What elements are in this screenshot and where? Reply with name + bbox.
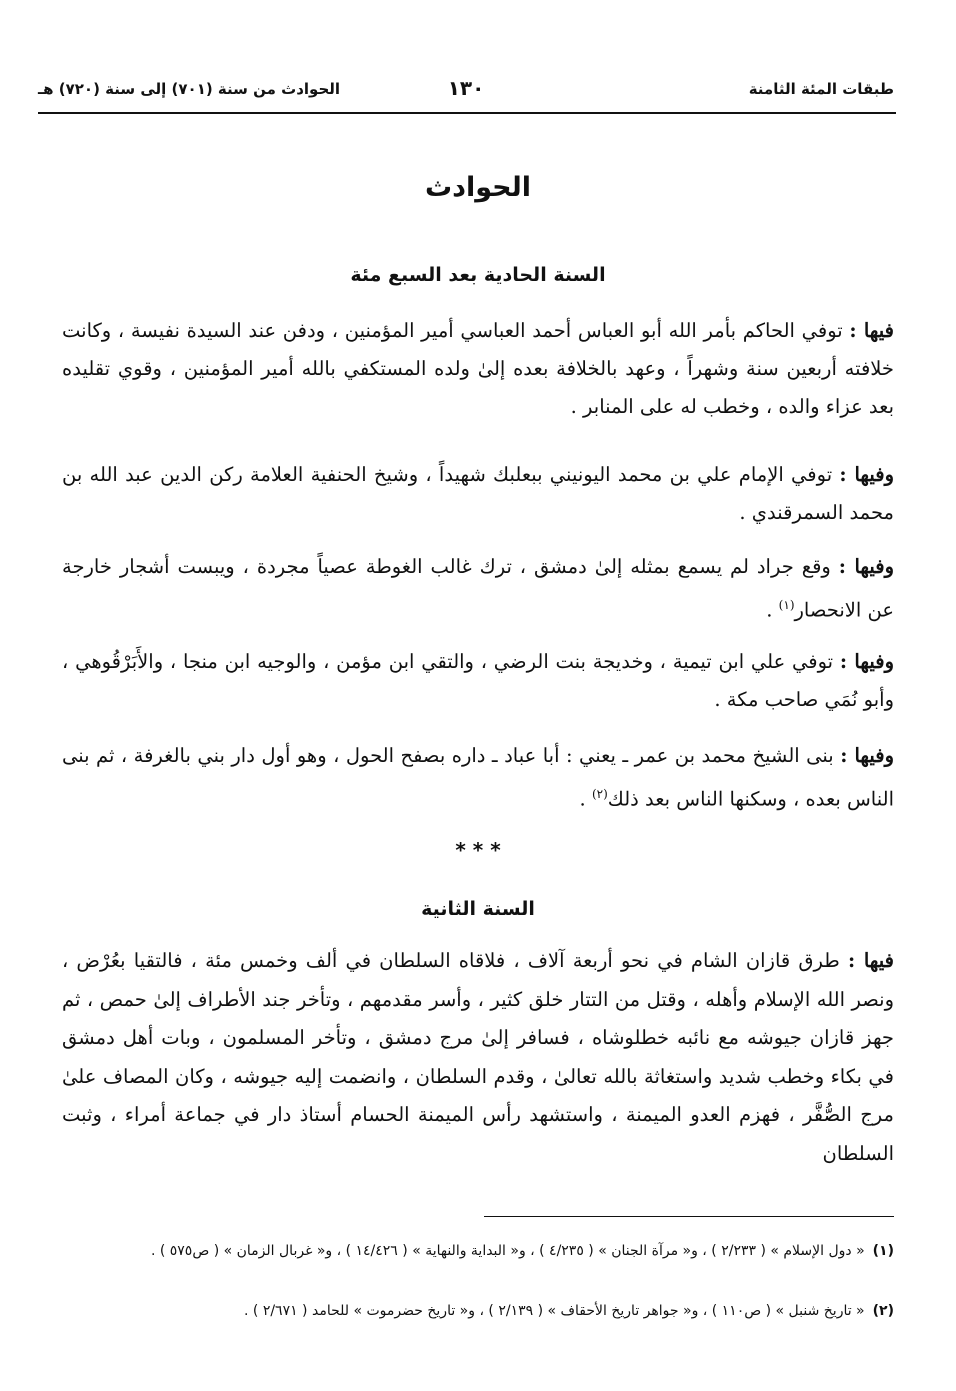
paragraph-lead: فيها : [849, 319, 894, 342]
paragraph [62, 737, 894, 819]
header-rule [38, 112, 896, 114]
paragraph-text: طرق قازان الشام في نحو أربعة آلاف ، فلاقاه السلطان في ألف وخمس مئة ، فالتقيا بعُرْض ، ونصر الله الإسلام وأهله ، وقتل من التتار خلق كثير ، وأسر مقدمهم ، وتأخر جند الأطراف إلىٰ حمص ، ثم جهز قازان جيوشه مع نائبه خطلوشاه ، فسافر إلىٰ مرج دمشق ، وتأخر المسلمون ، وبات أهل دمشق في بكاء وخطب شديد واستغاثة بالله تعالىٰ ، وقدم السلطان ، وانضمت إليه جيوشه ، وكان المصاف علىٰ مرج الصُّفَّر ، فهزم العدو الميمنة ، واستشهد رأس الميمنة الحسام أستاذ دار في جماعة أمراء ، وثبت السلطان [62, 949, 894, 1165]
paragraph [62, 643, 894, 719]
paragraph-lead: وفيها : [839, 463, 894, 486]
footnote-text: « تاريخ شنبل » ( ص١١٠ ) ، و« جواهر تاريخ الأحقاف » ( ٢/١٣٩ ) ، و« تاريخ حضرموت » للحامد ( ٢/٦٧١ ) . [244, 1303, 865, 1319]
paragraph [62, 548, 894, 630]
year-701-heading: السنة الحادية بعد السبع مئة [350, 264, 606, 286]
page-title: الحوادث [424, 172, 532, 203]
running-header [38, 78, 894, 108]
page-number: ١٣٠ [447, 76, 485, 100]
paragraph-lead: وفيها : [840, 744, 894, 767]
paragraph-text: بنى الشيخ محمد بن عمر ـ يعني : أبا عباد ـ داره بصفح الحول ، وهو أول دار بني بالغرفة ، ثم بنى الناس بعده ، وسكنها الناس بعد ذلك [62, 744, 894, 811]
paragraph-text: توفي الحاكم بأمر الله أبو العباس أحمد العباسي أمير المؤمنين ، ودفن عند السيدة نفيسة ، وكانت خلافته أربعين سنة وشهراً ، وعهد بالخلافة بعده إلىٰ ولده المستكفي بالله أمير المؤمنين ، وقوي تقليده بعد عزاء والده ، وخطب له على المنابر . [62, 319, 894, 418]
footnote-ref[interactable]: (١) [778, 598, 795, 612]
year-702-heading: السنة الثانية [421, 898, 535, 920]
paragraph-tail: . [766, 598, 779, 622]
paragraph-lead: وفيها : [838, 555, 894, 578]
section-separator: * * * [455, 838, 501, 862]
paragraph-text: توفي الإمام علي بن محمد اليونيني ببعلبك شهيداً ، وشيخ الحنفية العلامة ركن الدين عبد الله بن محمد السمرقندي . [62, 463, 894, 524]
paragraph [62, 312, 894, 426]
paragraph [62, 456, 894, 532]
footnote [62, 1298, 894, 1325]
footnote-ref[interactable]: (٢) [591, 787, 608, 801]
paragraph-text: وقع جراد لم يسمع بمثله إلىٰ دمشق ، ترك غالب الغوطة عصياً مجردة ، ويبست أشجار خارجة عن الانحصار [62, 555, 894, 622]
footnote-rule [484, 1216, 894, 1217]
footnote-text: « دول الإسلام » ( ٢/٢٣٣ ) ، و« مرآة الجنان » ( ٤/٢٣٥ ) ، و« البداية والنهاية » ( ١٤/٤٢٦ ) ، و« غربال الزمان » ( ص٥٧٥ ) . [150, 1243, 865, 1259]
paragraph-lead: فيها : [847, 949, 895, 972]
header-book-title: طبقات المئة الثامنة [748, 80, 894, 98]
paragraph-lead: وفيها : [839, 650, 894, 673]
paragraph-text: توفي علي ابن تيمية ، وخديجة بنت الرضي ، والتقي ابن مؤمن ، والوجيه ابن منجا ، والأَبَرْقُوهي ، وأبو نُمَي صاحب مكة . [62, 650, 894, 711]
footnote-number: (١) [872, 1243, 894, 1259]
footnote-number: (٢) [872, 1303, 894, 1319]
paragraph-tail: . [579, 787, 592, 811]
paragraph [62, 942, 894, 1173]
footnote [62, 1238, 894, 1265]
header-section-range: الحوادث من سنة (٧٠١) إلى سنة (٧٢٠) هـ [38, 80, 341, 98]
